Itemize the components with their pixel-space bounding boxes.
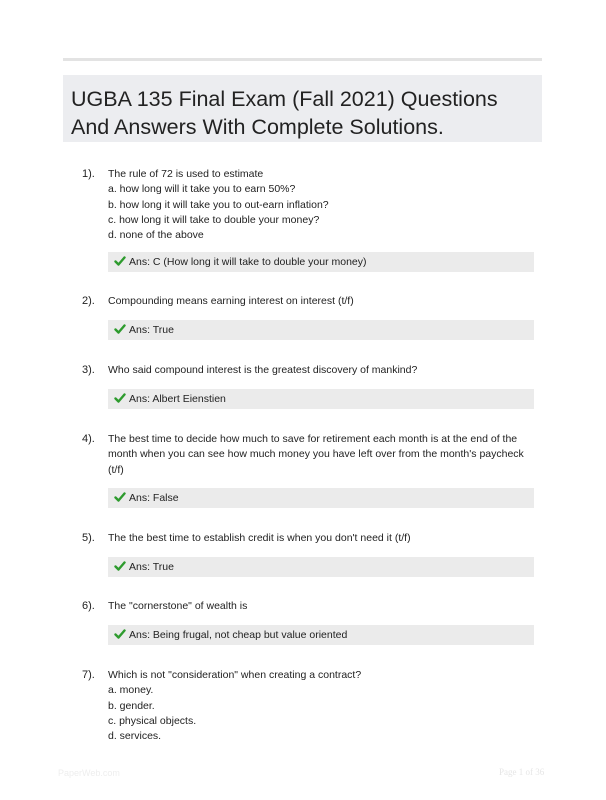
answer-text: Ans: Being frugal, not cheap but value oriented — [129, 629, 348, 641]
question-text — [108, 668, 538, 744]
option-d: d. none of the above — [108, 229, 204, 242]
question-line: Compounding means earning interest on interest (t/f) — [108, 295, 354, 307]
question-text — [108, 432, 538, 478]
question-text — [108, 167, 538, 243]
question-text — [108, 531, 538, 546]
check-icon — [114, 255, 126, 267]
answer-box — [108, 625, 534, 645]
check-icon — [114, 628, 126, 640]
question-line: Which is not "consideration" when creating a contract? — [108, 669, 362, 681]
question-number: 5). — [82, 532, 95, 544]
answer-text: Ans: Albert Eienstien — [129, 393, 226, 405]
check-icon — [114, 491, 126, 503]
question-text — [108, 599, 538, 614]
answer-box — [108, 252, 534, 272]
check-icon — [114, 392, 126, 404]
option-a: a. how long will it take you to earn 50%? — [108, 183, 296, 196]
question-line: The best time to decide how much to save for retirement each month is at the end of the — [108, 433, 518, 445]
answer-box — [108, 488, 534, 508]
page-number: Page 1 of 36 — [499, 767, 545, 777]
answer-text: Ans: C (How long it will take to double your money) — [129, 256, 367, 268]
question-line: month when you can see how much money you have left over from the month's paycheck — [108, 448, 524, 461]
check-icon — [114, 560, 126, 572]
question-number: 6). — [82, 600, 95, 612]
question-text — [108, 363, 538, 378]
question-line: Who said compound interest is the greatest discovery of mankind? — [108, 364, 418, 376]
question-line: (t/f) — [108, 463, 124, 476]
question-line: The rule of 72 is used to estimate — [108, 168, 264, 180]
question-number: 1). — [82, 168, 95, 180]
question-number: 2). — [82, 295, 95, 307]
option-b: b. how long it will take you to out-earn inflation? — [108, 198, 329, 211]
document-title: UGBA 135 Final Exam (Fall 2021) Questions And Answers With Complete Solutions. — [71, 87, 498, 139]
option-b: b. gender. — [108, 699, 155, 712]
question-number: 4). — [82, 433, 95, 445]
answer-box — [108, 557, 534, 577]
answer-box — [108, 320, 534, 340]
check-icon — [114, 323, 126, 335]
answer-text: Ans: False — [129, 492, 179, 504]
option-c: c. how long it will take to double your money? — [108, 213, 320, 226]
option-a: a. money. — [108, 684, 154, 697]
answer-text: Ans: True — [129, 324, 174, 336]
footer-watermark: PaperWeb.com — [58, 768, 120, 778]
answer-box — [108, 389, 534, 409]
question-number: 7). — [82, 669, 95, 681]
answer-text: Ans: True — [129, 561, 174, 573]
question-text — [108, 294, 538, 309]
option-c: c. physical objects. — [108, 714, 197, 727]
question-line: The the best time to establish credit is when you don't need it (t/f) — [108, 532, 411, 544]
question-line: The "cornerstone" of wealth is — [108, 600, 248, 612]
question-number: 3). — [82, 364, 95, 376]
option-d: d. services. — [108, 730, 162, 743]
